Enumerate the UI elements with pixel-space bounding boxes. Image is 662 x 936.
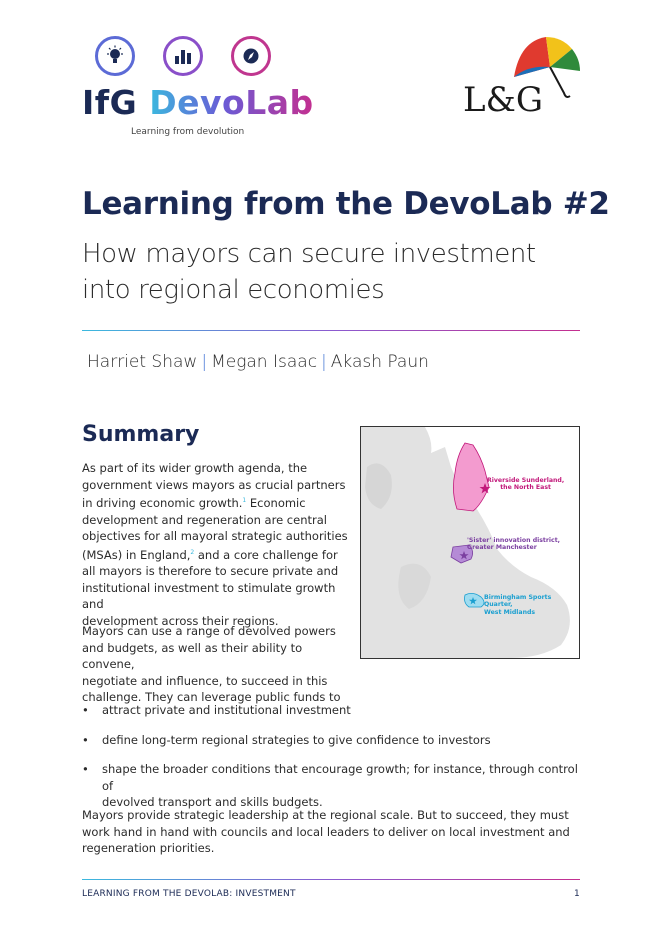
paragraph-line: Mayors provide strategic leadership at the regional scale. But to succeed, they must [82, 808, 569, 822]
paragraph-line [82, 545, 352, 563]
logo-devolab-text: DevoLab [149, 83, 314, 122]
author-name: Harriet Shaw [87, 352, 198, 372]
map-label-greater-manchester [467, 537, 560, 552]
author-list [87, 352, 429, 372]
list-item [82, 702, 582, 719]
logo-tagline: Learning from devolution [131, 127, 245, 137]
paragraph-line: As part of its wider growth agenda, the [82, 461, 308, 475]
map-label-line: the North East [500, 484, 551, 492]
map-label-line: West Midlands [484, 608, 536, 616]
paragraph-text: (MSAs) in England, [82, 547, 191, 562]
paragraph-line: development and regeneration are central [82, 512, 327, 527]
paragraph-line: challenge. They can leverage public funds to [82, 690, 341, 705]
summary-paragraph-2 [82, 623, 352, 706]
subtitle-line: into regional economies [82, 275, 385, 305]
author-separator: | [321, 352, 327, 372]
compass-icon [231, 36, 271, 76]
paragraph-line [82, 493, 352, 511]
summary-heading: Summary [82, 422, 200, 447]
paragraph-text: in driving economic growth. [82, 496, 243, 511]
ifg-devolab-logo [82, 83, 314, 122]
map-label-line: Riverside Sunderland, [487, 477, 565, 484]
paragraph-line: government views mayors as crucial partners [82, 477, 346, 492]
closing-paragraph [82, 807, 582, 857]
summary-paragraph-1 [82, 460, 352, 630]
title-divider [82, 330, 580, 331]
bullet-line: devolved transport and skills budgets. [102, 795, 323, 810]
footer-title: LEARNING FROM THE DEVOLAB: INVESTMENT [82, 889, 296, 899]
bullet-text: define long-term regional strategies to give confidence to investors [102, 733, 491, 747]
map-label-line: Greater Manchester [467, 544, 537, 552]
footer-divider [82, 879, 580, 880]
bullet-text: attract private and institutional investment [102, 703, 351, 717]
author-separator: | [201, 352, 208, 372]
legal-general-logo: L&G [463, 80, 544, 120]
paragraph-line: work hand in hand with councils and local leaders to deliver on local investment and [82, 824, 570, 839]
paragraph-line: negotiate and influence, to succeed in this [82, 673, 328, 688]
paragraph-text: Economic [246, 496, 306, 511]
bullet-line: shape the broader conditions that encourage growth; for instance, through control of [102, 762, 578, 793]
map-label-line: Birmingham Sports Quarter, [484, 594, 552, 609]
paragraph-line: and budgets, as well as their ability to convene, [82, 640, 303, 672]
england-map-figure [360, 426, 580, 659]
bullet-marker: • [82, 762, 89, 776]
map-region-north-east [453, 443, 489, 511]
map-label-line: 'Sister' innovation district, [467, 537, 561, 544]
map-label-north-east [487, 477, 564, 492]
paragraph-line: Mayors can use a range of devolved powers [82, 624, 336, 638]
subtitle-line: How mayors can secure investment [82, 239, 536, 269]
page-title: Learning from the DevoLab #2 [82, 186, 610, 222]
author-name: Akash Paun [330, 352, 429, 372]
list-item [82, 732, 582, 749]
bullet-marker: • [82, 703, 89, 717]
list-item [82, 761, 582, 810]
paragraph-line: all mayors is therefore to secure private and [82, 564, 339, 579]
idea-icon [95, 36, 135, 76]
logo-ifg-text: IfG [82, 83, 138, 122]
footnote-ref[interactable]: 1 [242, 497, 247, 505]
page-number: 1 [574, 889, 580, 899]
paragraph-text: and a core challenge for [194, 547, 338, 562]
bullet-marker: • [82, 733, 89, 747]
paragraph-line: regeneration priorities. [82, 841, 215, 856]
paragraph-line: objectives for all mayoral strategic authorities [82, 529, 348, 544]
bullet-text [102, 761, 582, 811]
bar-chart-icon [163, 36, 203, 76]
page-subtitle [82, 236, 536, 308]
paragraph-line: institutional investment to stimulate growth and [82, 580, 336, 612]
footnote-ref[interactable]: 2 [190, 548, 195, 556]
map-label-west-midlands [484, 594, 579, 616]
author-name: Megan Isaac [211, 352, 318, 372]
paragraph-line: development across their regions. [82, 614, 279, 628]
